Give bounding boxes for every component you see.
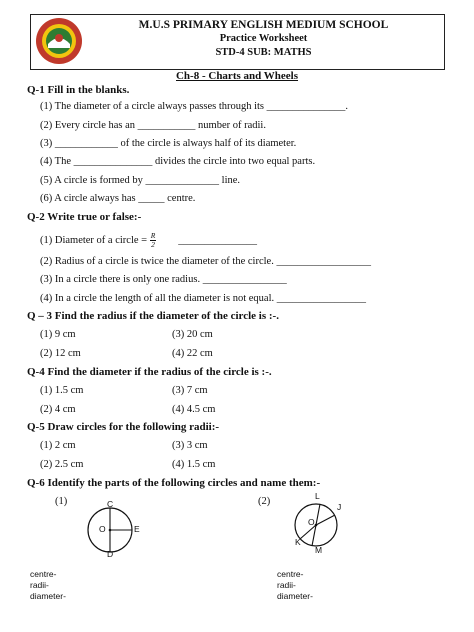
answer-centre-2: centre- [277,569,304,579]
answer-diameter-2: diameter- [277,591,313,601]
q2-heading: Q-2 Write true or false:- [27,211,142,223]
answer-diameter-1: diameter- [30,591,66,601]
fig1-label-o: O [99,524,106,534]
answer-radii-2: radii- [277,580,296,590]
std-subject: STD-4 SUB: MATHS [215,47,312,58]
q6-heading: Q-6 Identify the parts of the following circles and name them:- [27,477,321,489]
school-logo-icon [34,16,84,66]
school-name: M.U.S PRIMARY ENGLISH MEDIUM SCHOOL [138,19,389,31]
q2-item: (3) In a circle there is only one radius. ________________ [40,274,287,285]
q5-heading: Q-5 Draw circles for the following radii:- [27,421,220,433]
fig2-label-m: M [315,545,323,555]
q3-option: (3) 20 cm [172,329,213,340]
answer-radii-1: radii- [30,580,49,590]
fraction [150,232,157,249]
q5-option: (2) 2.5 cm [40,459,84,470]
q4-option: (2) 4 cm [40,404,76,415]
q4-option: (1) 1.5 cm [40,385,84,396]
q5-option: (1) 2 cm [40,440,76,451]
fig2-label-k: K [295,537,301,547]
q1-heading: Q-1 Fill in the blanks. [27,84,130,96]
q1-item: (1) The diameter of a circle always passes through its _______________. [40,101,349,112]
fig1-label-e: E [134,524,140,534]
chapter-title: Ch-8 - Charts and Wheels [175,70,299,82]
q2-item-1 [40,232,257,249]
q4-heading: Q-4 Find the diameter if the radius of the circle is :-. [27,366,272,378]
q1-item: (2) Every circle has an ___________ number of radii. [40,120,266,131]
q1-item: (6) A circle always has _____ centre. [40,193,196,204]
q4-option: (3) 7 cm [172,385,208,396]
q5-option: (3) 3 cm [172,440,208,451]
q1-item: (4) The _______________ divides the circle into two equal parts. [40,156,316,167]
q2-item: (2) Radius of a circle is twice the diameter of the circle. __________________ [40,256,371,267]
q1-item: (5) A circle is formed by ______________ line. [40,175,241,186]
q3-heading: Q – 3 Find the radius if the diameter of the circle is :-. [27,310,279,322]
q3-option: (1) 9 cm [40,329,76,340]
fig2-label-o: O [308,517,315,527]
q2-item-1-blank: _______________ [178,234,258,246]
q2-item: (4) In a circle the length of all the diameter is not equal. _________________ [40,293,366,304]
worksheet-title: Practice Worksheet [219,33,308,44]
q3-option: (4) 22 cm [172,348,213,359]
fig2-label-l: L [315,491,320,501]
q1-item: (3) ____________ of the circle is always half of its diameter. [40,138,297,149]
answer-centre-1: centre- [30,569,57,579]
q5-option: (4) 1.5 cm [172,459,216,470]
figure-2-number: (2) [258,496,271,507]
fig2-label-j: J [337,502,342,512]
fraction-numerator: R [150,231,156,240]
q3-option: (2) 12 cm [40,348,81,359]
fig1-label-c: C [107,499,114,509]
fig1-label-d: D [107,549,114,559]
figure-1-number: (1) [55,496,68,507]
q2-item-1-text: (1) Diameter of a circle = [40,234,150,246]
q4-option: (4) 4.5 cm [172,404,216,415]
fraction-denominator: 2 [151,240,155,249]
